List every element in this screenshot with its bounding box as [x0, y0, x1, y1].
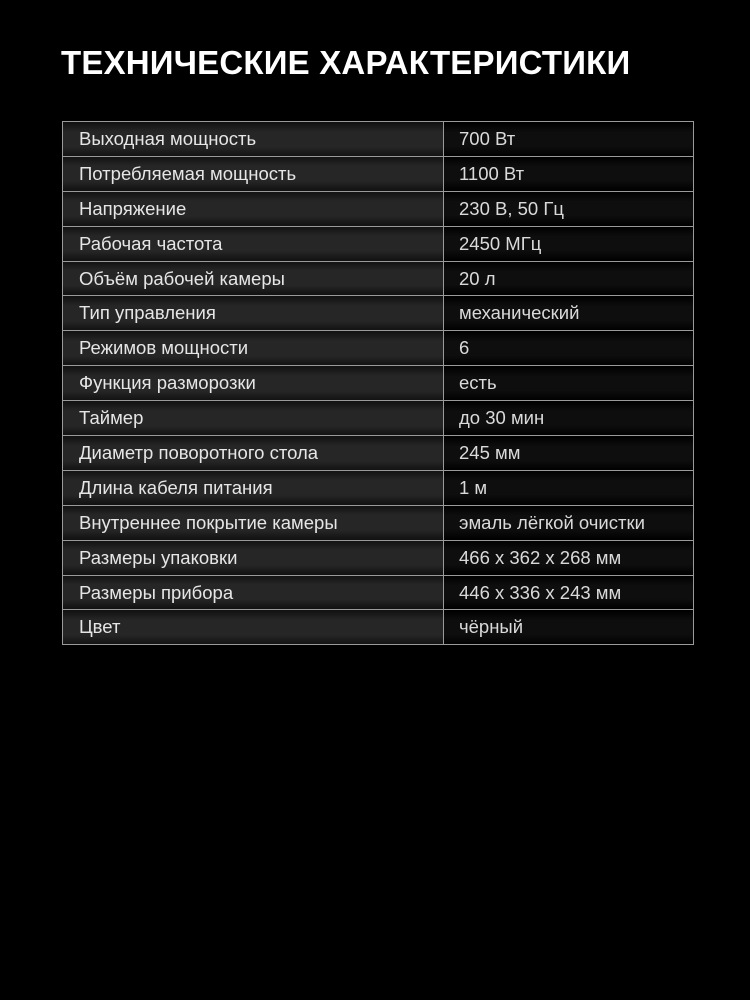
spec-label: Напряжение [63, 191, 444, 226]
spec-row [63, 331, 694, 366]
spec-label: Функция разморозки [63, 366, 444, 401]
spec-value: 700 Вт [444, 122, 694, 157]
spec-row [63, 470, 694, 505]
spec-row [63, 505, 694, 540]
spec-row [63, 226, 694, 261]
spec-label: Объём рабочей камеры [63, 261, 444, 296]
spec-label: Рабочая частота [63, 226, 444, 261]
spec-label: Выходная мощность [63, 122, 444, 157]
spec-value: 20 л [444, 261, 694, 296]
spec-row [63, 296, 694, 331]
spec-row [63, 575, 694, 610]
spec-value: эмаль лёгкой очистки [444, 505, 694, 540]
spec-value: 230 В, 50 Гц [444, 191, 694, 226]
spec-row [63, 366, 694, 401]
spec-value: 446 x 336 x 243 мм [444, 575, 694, 610]
spec-value: 1100 Вт [444, 156, 694, 191]
spec-value: 6 [444, 331, 694, 366]
spec-value: до 30 мин [444, 401, 694, 436]
spec-row [63, 261, 694, 296]
spec-row [63, 401, 694, 436]
spec-row [63, 610, 694, 645]
spec-value: 2450 МГц [444, 226, 694, 261]
spec-value: механический [444, 296, 694, 331]
spec-label: Внутреннее покрытие камеры [63, 505, 444, 540]
spec-label: Таймер [63, 401, 444, 436]
spec-value: есть [444, 366, 694, 401]
spec-row [63, 122, 694, 157]
spec-row [63, 540, 694, 575]
spec-value: 1 м [444, 470, 694, 505]
spec-label: Размеры прибора [63, 575, 444, 610]
spec-row [63, 191, 694, 226]
spec-table-body [63, 122, 694, 645]
spec-label: Режимов мощности [63, 331, 444, 366]
spec-label: Диаметр поворотного стола [63, 436, 444, 471]
spec-table [62, 121, 694, 645]
spec-label: Размеры упаковки [63, 540, 444, 575]
spec-value: 466 x 362 x 268 мм [444, 540, 694, 575]
page-title: ТЕХНИЧЕСКИЕ ХАРАКТЕРИСТИКИ [61, 44, 631, 81]
spec-value: 245 мм [444, 436, 694, 471]
spec-value: чёрный [444, 610, 694, 645]
spec-label: Потребляемая мощность [63, 156, 444, 191]
spec-label: Цвет [63, 610, 444, 645]
spec-row [63, 436, 694, 471]
spec-row [63, 156, 694, 191]
spec-label: Длина кабеля питания [63, 470, 444, 505]
spec-label: Тип управления [63, 296, 444, 331]
